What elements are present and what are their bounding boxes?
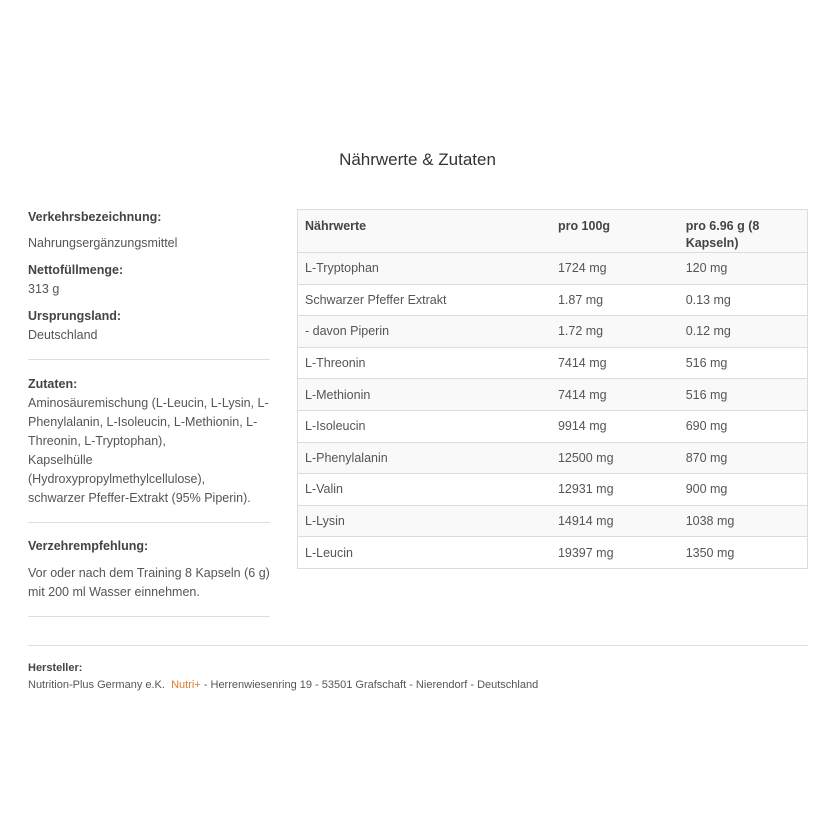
- per-portion-value: 120 mg: [679, 253, 808, 285]
- company-name: Nutrition-Plus Germany e.K.: [28, 679, 165, 691]
- per-portion-value: 900 mg: [679, 474, 808, 506]
- nutrient-name: Schwarzer Pfeffer Extrakt: [298, 284, 551, 316]
- verkehrsbezeichnung-label: Verkehrsbezeichnung:: [28, 210, 162, 224]
- table-header-row: [298, 210, 808, 253]
- table-row: [298, 379, 808, 411]
- nutrient-name: L-Lysin: [298, 505, 551, 537]
- nutrient-name: L-Isoleucin: [298, 410, 551, 442]
- per-100g-value: 12500 mg: [551, 442, 679, 474]
- per-100g-value: 7414 mg: [551, 347, 679, 379]
- per-portion-value: 516 mg: [679, 379, 808, 411]
- table-row: [298, 442, 808, 474]
- zutaten-line: (Hydroxypropylmethylcellulose),: [28, 472, 206, 486]
- table-row: [298, 316, 808, 348]
- table-row: [298, 410, 808, 442]
- ursprungsland-value: Deutschland: [28, 328, 98, 342]
- per-portion-value: 690 mg: [679, 410, 808, 442]
- table-row: [298, 474, 808, 506]
- per-portion-value: 0.12 mg: [679, 316, 808, 348]
- zutaten-line: Phenylalanin, L-Isoleucin, L-Methionin, L-: [28, 415, 258, 429]
- per-100g-value: 1724 mg: [551, 253, 679, 285]
- verzehrempfehlung-line: Vor oder nach dem Training 8 Kapseln (6 g): [28, 566, 270, 580]
- nettofuellmenge-label: Nettofüllmenge:: [28, 263, 124, 277]
- nutrient-name: L-Tryptophan: [298, 253, 551, 285]
- per-portion-value: 1038 mg: [679, 505, 808, 537]
- header-pro-100g: pro 100g: [551, 210, 679, 253]
- zutaten-line: Threonin, L-Tryptophan),: [28, 434, 166, 448]
- per-portion-value: 516 mg: [679, 347, 808, 379]
- footer: [28, 660, 818, 694]
- per-100g-value: 19397 mg: [551, 537, 679, 569]
- nutrient-name: L-Leucin: [298, 537, 551, 569]
- nutrient-name: - davon Piperin: [298, 316, 551, 348]
- verzehrempfehlung-line: mit 200 ml Wasser einnehmen.: [28, 585, 200, 599]
- divider: [28, 522, 270, 523]
- table-row: [298, 284, 808, 316]
- product-info-panel: [28, 208, 270, 617]
- nutrient-name: L-Phenylalanin: [298, 442, 551, 474]
- per-portion-value: 1350 mg: [679, 537, 808, 569]
- per-100g-value: 1.87 mg: [551, 284, 679, 316]
- company-address: - Herrenwiesenring 19 - 53501 Grafschaft - Nierendorf - Deutschland: [203, 679, 539, 691]
- zutaten-line: schwarzer Pfeffer-Extrakt (95% Piperin).: [28, 491, 251, 505]
- footer-divider: [28, 645, 808, 646]
- ursprungsland-label: Ursprungsland:: [28, 309, 122, 323]
- per-100g-value: 7414 mg: [551, 379, 679, 411]
- per-portion-value: 870 mg: [679, 442, 808, 474]
- hersteller-label: Hersteller:: [28, 662, 83, 674]
- per-portion-value: 0.13 mg: [679, 284, 808, 316]
- table-row: [298, 505, 808, 537]
- header-naehrwerte: Nährwerte: [298, 210, 551, 253]
- per-100g-value: 12931 mg: [551, 474, 679, 506]
- per-100g-value: 14914 mg: [551, 505, 679, 537]
- brand-link[interactable]: Nutri+: [171, 679, 201, 691]
- zutaten-line: Aminosäuremischung (L-Leucin, L-Lysin, L-: [28, 396, 269, 410]
- verkehrsbezeichnung-value: Nahrungsergänzungsmittel: [28, 236, 178, 250]
- nutrition-table: [297, 209, 808, 569]
- nutrient-name: L-Valin: [298, 474, 551, 506]
- verzehrempfehlung-label: Verzehrempfehlung:: [28, 539, 149, 553]
- zutaten-label: Zutaten:: [28, 377, 78, 391]
- table-row: [298, 347, 808, 379]
- page-title: Nährwerte & Zutaten: [339, 150, 496, 169]
- divider: [28, 359, 270, 360]
- per-100g-value: 9914 mg: [551, 410, 679, 442]
- nettofuellmenge-value: 313 g: [28, 282, 60, 296]
- table-row: [298, 537, 808, 569]
- zutaten-line: Kapselhülle: [28, 453, 93, 467]
- nutrient-name: L-Threonin: [298, 347, 551, 379]
- per-100g-value: 1.72 mg: [551, 316, 679, 348]
- header-pro-portion: pro 6.96 g (8 Kapseln): [679, 210, 808, 253]
- divider: [28, 616, 270, 617]
- nutrient-name: L-Methionin: [298, 379, 551, 411]
- table-row: [298, 253, 808, 285]
